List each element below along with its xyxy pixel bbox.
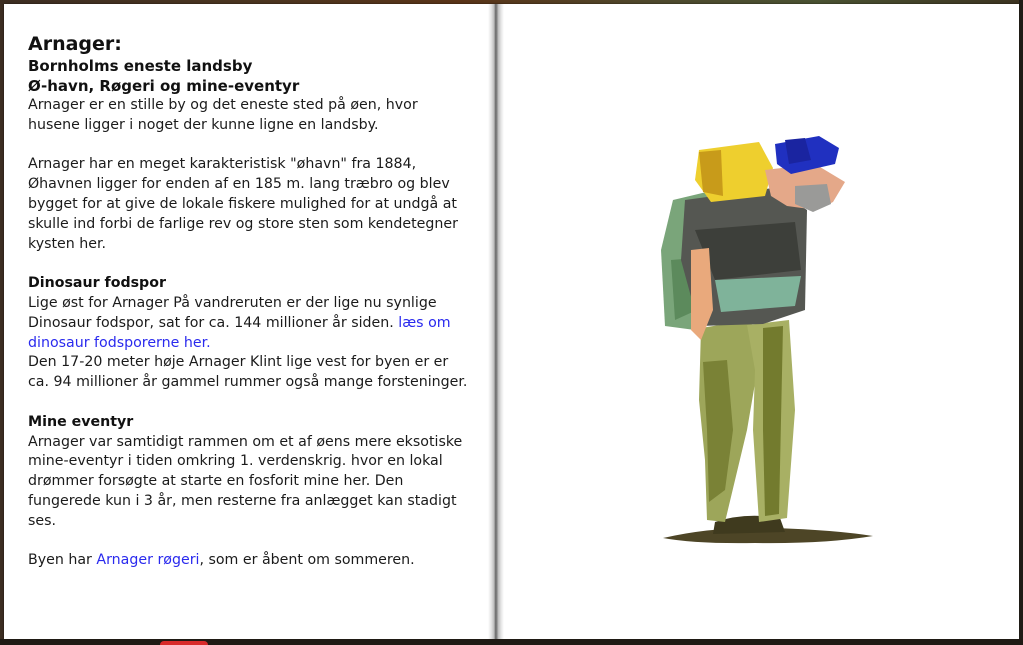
mine-section (28, 413, 468, 532)
book-spine (488, 4, 504, 639)
dinosaur-text: Lige øst for Arnager På vandreruten er der lige nu synlige Dinosaur fodspor, sat for ca. 144 millioner år siden. (28, 294, 437, 331)
dinosaur-section (28, 274, 468, 393)
mine-heading: Mine eventyr (28, 413, 134, 430)
subtitle-village: Bornholms eneste landsby (28, 57, 253, 75)
smokehouse-text-before: Byen har (28, 552, 97, 569)
page-title: Arnager: (28, 33, 122, 55)
frame-right-edge (1019, 0, 1023, 645)
subtitle-topics: Ø-havn, Røgeri og mine-eventyr (28, 77, 300, 95)
left-page (28, 32, 468, 571)
klint-text: Den 17-20 meter høje Arnager Klint lige vest for byen er er ca. 94 millioner år gammel rummer også mange forsteninger. (28, 354, 468, 391)
harbor-paragraph: Arnager har en meget karakteristisk "øhavn" fra 1884, Øhavnen ligger for enden af en 185 m. lang træbro og blev bygget for at give de lokale fiskere mulighed for at undgå at skulle ind forbi de farlige rev og store sten som kendetegner kysten her. (28, 156, 458, 252)
smokehouse-link[interactable]: Arnager røgeri (96, 552, 200, 569)
frame-bottom-edge (0, 639, 1023, 645)
hiker-illustration (655, 130, 885, 550)
dinosaur-paragraph (28, 294, 468, 393)
smokehouse-text-after: , som er åbent om sommeren. (199, 552, 415, 569)
dinosaur-footprints-link[interactable]: læs om dinosaur fodsporerne her. (28, 314, 451, 351)
intro-paragraph: Arnager er en stille by og det eneste sted på øen, hvor husene ligger i noget der kunne ligne en landsby. (28, 97, 418, 133)
red-tab-marker (160, 641, 208, 645)
smokehouse-paragraph (28, 551, 468, 571)
mine-paragraph: Arnager var samtidigt rammen om et af øens mere eksotiske mine-eventyr i tiden omkring 1. verdenskrig. hvor en lokal drømmer forsøgte at starte en fosforit mine her. Den fungerede kun i 3 år, men resterne fra anlægget kan stadigt ses. (28, 433, 463, 529)
dinosaur-heading: Dinosaur fodspor (28, 275, 166, 292)
